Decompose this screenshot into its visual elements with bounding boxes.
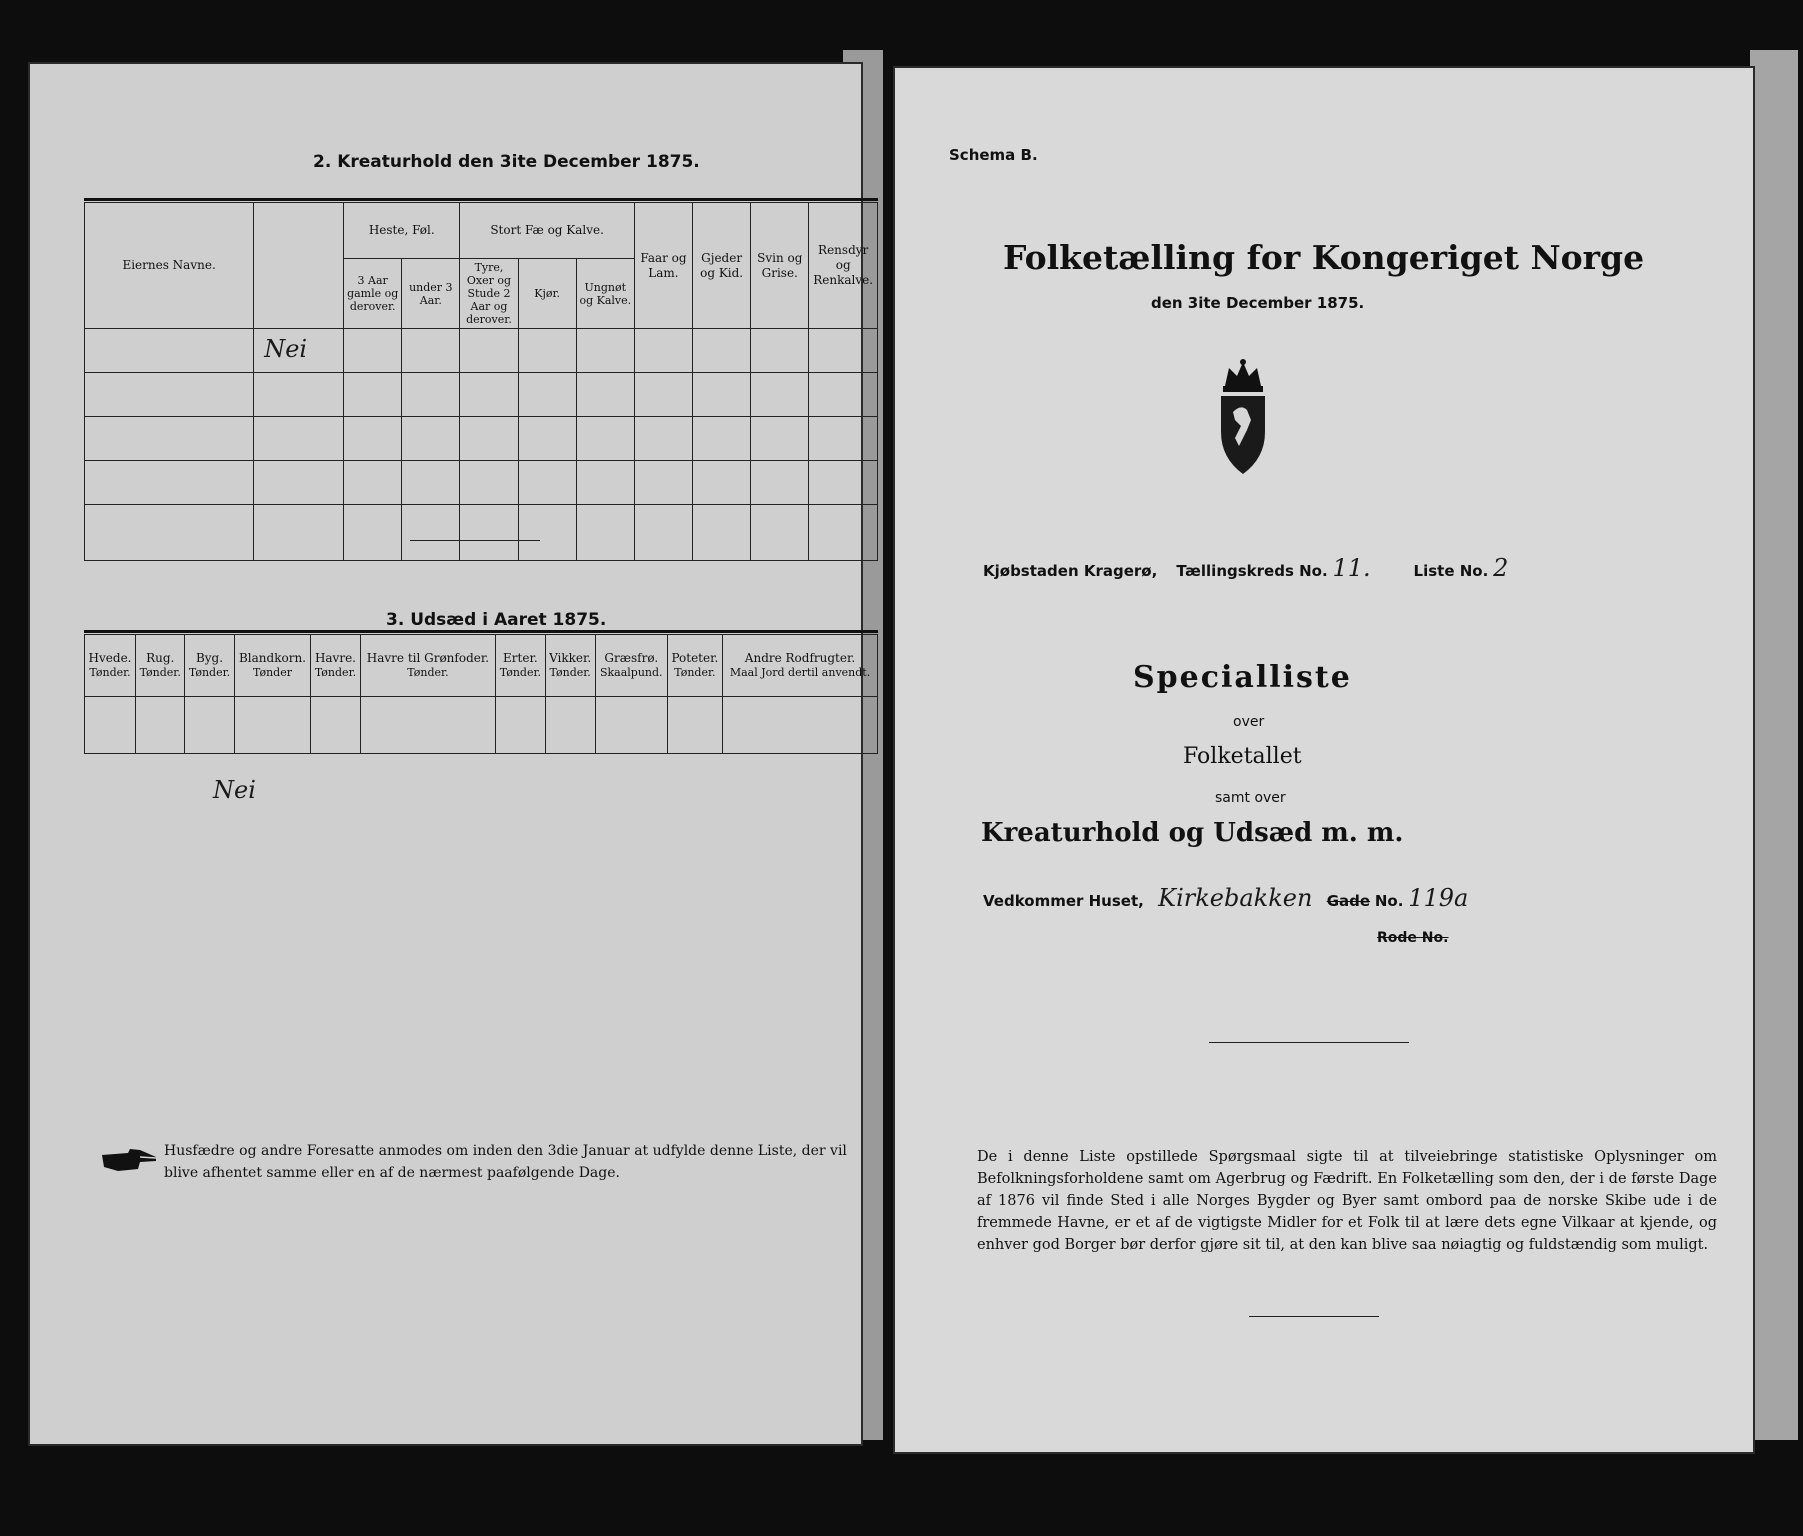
sowing-column-header <box>85 635 136 697</box>
house-label: Vedkommer Huset, <box>983 892 1144 910</box>
rode-label: Rode No. <box>1377 930 1449 946</box>
page-edge-right <box>1750 50 1798 1440</box>
table-cell <box>136 696 185 753</box>
sowing-crop-name: Poteter. <box>671 650 719 665</box>
table-cell <box>85 329 254 373</box>
sheep-header: Faar og Lam. <box>634 203 692 329</box>
notes-header <box>254 203 344 329</box>
pigs-header: Svin og Grise. <box>751 203 809 329</box>
sowing-crop-name: Blandkorn. <box>238 650 306 665</box>
table-row <box>85 417 878 461</box>
district-label: Kjøbstaden Kragerø, <box>983 562 1158 580</box>
pointing-hand-icon <box>100 1147 158 1173</box>
sowing-crop-unit: Tønder. <box>314 665 357 679</box>
gade-label: Gade <box>1326 892 1371 910</box>
house-number-handwritten: 119a <box>1408 884 1469 912</box>
tellingskreds-label: Tællingskreds No. <box>1176 562 1328 580</box>
sowing-crop-unit: Tønder <box>252 665 292 679</box>
sowing-crop-name: Hvede. <box>88 650 132 665</box>
samt-over-text: samt over <box>1215 790 1286 806</box>
handwritten-nei: Nei <box>264 335 308 363</box>
sowing-column-header <box>234 635 311 697</box>
sowing-table <box>84 634 878 754</box>
sowing-crop-name: Andre Rodfrugter. <box>744 650 856 665</box>
cattle-young-header: Ungnøt og Kalve. <box>576 259 634 329</box>
sowing-crop-unit: Tønder. <box>407 665 449 679</box>
sowing-column-header <box>595 635 667 697</box>
reindeer-header: Rensdyr og Renkalve. <box>809 203 878 329</box>
info-paragraph: De i denne Liste opstillede Spørgsmaal sigte til at tilveiebringe statistiske Oplysninger om Befolkningsforholdene samt om Agerbrug og Fædrift. En Folketælling som den, der i de første Dage af 1876 vil finde Sted i alle Norges Bygder og Byer samt ombord paa de norske Skibe ude i de fremmede Havne, er et af de vigtigste Midler for et Folk til at lære dets egne Vilkaar at kjende, og enhver god Borger bør derfor gjøre sit til, at den kan blive saa nøiagtig og fuldstændig som muligt. <box>977 1149 1717 1253</box>
table-cell <box>496 696 545 753</box>
horses-old-header: 3 Aar gamle og derover. <box>344 259 402 329</box>
sowing-crop-name: Vikker. <box>549 650 592 665</box>
section3-top-rule <box>84 630 878 633</box>
table-cell <box>667 696 722 753</box>
district-line <box>983 554 1508 582</box>
table-row <box>85 329 878 373</box>
sowing-column-header <box>185 635 234 697</box>
table-cell <box>311 696 360 753</box>
sowing-crop-unit: Tønder. <box>549 665 591 679</box>
table-cell <box>254 329 344 373</box>
cattle-header: Stort Fæ og Kalve. <box>460 203 634 259</box>
sowing-crop-name: Byg. <box>195 650 224 665</box>
separator-rule-bottom <box>1249 1316 1379 1317</box>
table-cell <box>545 696 595 753</box>
sowing-crop-unit: Tønder. <box>674 665 716 679</box>
cattle-bulls-header: Tyre, Oxer og Stude 2 Aar og derover. <box>460 259 518 329</box>
kreatur-title: Kreaturhold og Udsæd m. m. <box>981 818 1404 848</box>
folketallet-text: Folketallet <box>1183 744 1302 769</box>
sowing-column-header <box>496 635 545 697</box>
no-label: No. <box>1374 892 1404 910</box>
section2-title: 2. Kreaturhold den 3ite December 1875. <box>313 152 700 172</box>
sowing-column-header <box>311 635 360 697</box>
house-street-handwritten: Kirkebakken <box>1158 884 1313 912</box>
census-date: den 3ite December 1875. <box>1151 294 1365 312</box>
sowing-crop-name: Rug. <box>146 650 175 665</box>
left-page <box>28 62 874 1446</box>
tellingskreds-value: 11. <box>1332 554 1371 582</box>
separator-rule <box>410 540 540 541</box>
page-title: Folketælling for Kongeriget Norge <box>1003 238 1645 277</box>
sowing-column-header <box>667 635 722 697</box>
sowing-crop-unit: Maal Jord dertil anvendt. <box>729 665 871 679</box>
horses-header: Heste, Føl. <box>344 203 460 259</box>
sowing-crop-unit: Tønder. <box>499 665 542 679</box>
sowing-column-header <box>723 635 878 697</box>
schema-label: Schema B. <box>949 146 1038 164</box>
horses-young-header: under 3 Aar. <box>402 259 460 329</box>
livestock-table <box>84 202 878 561</box>
sowing-crop-name: Erter. <box>503 650 538 665</box>
sowing-crop-name: Havre til Grønfoder. <box>366 650 490 665</box>
table-cell <box>723 696 878 753</box>
house-line <box>983 884 1468 912</box>
table-row <box>85 505 878 561</box>
sowing-crop-name: Havre. <box>314 650 356 665</box>
coat-of-arms-icon <box>1211 358 1275 478</box>
goats-header: Gjeder og Kid. <box>693 203 751 329</box>
liste-value: 2 <box>1493 554 1509 582</box>
sowing-crop-unit: Skaalpund. <box>599 665 663 679</box>
sowing-header-row <box>85 635 878 697</box>
sowing-crop-unit: Tønder. <box>139 665 181 679</box>
sowing-crop-unit: Tønder. <box>188 665 231 679</box>
liste-label: Liste No. <box>1413 562 1489 580</box>
sowing-column-header <box>360 635 496 697</box>
owner-header: Eiernes Navne. <box>85 203 254 329</box>
sowing-crop-unit: Tønder. <box>89 665 131 679</box>
table-cell <box>234 696 311 753</box>
table-row <box>85 696 878 753</box>
notice-text: Husfædre og andre Foresatte anmodes om inden den 3die Januar at udfylde denne Liste, der vil blive afhentet samme eller en af de nærmest paafølgende Dage. <box>164 1143 847 1181</box>
sowing-column-header <box>545 635 595 697</box>
right-page <box>893 66 1755 1454</box>
special-title: Specialliste <box>1133 660 1352 695</box>
sowing-column-header <box>136 635 185 697</box>
table-row <box>85 461 878 505</box>
table-cell <box>85 696 136 753</box>
table-cell <box>595 696 667 753</box>
section3-title: 3. Udsæd i Aaret 1875. <box>386 610 607 630</box>
over-text: over <box>1233 714 1265 730</box>
sowing-crop-name: Græsfrø. <box>604 650 659 665</box>
cattle-cows-header: Kjør. <box>518 259 576 329</box>
separator-rule <box>1209 1042 1409 1043</box>
table-row <box>85 373 878 417</box>
handwritten-nei-sowing: Nei <box>213 776 256 804</box>
table-cell <box>360 696 496 753</box>
table-cell <box>185 696 234 753</box>
section2-top-rule <box>84 198 878 201</box>
